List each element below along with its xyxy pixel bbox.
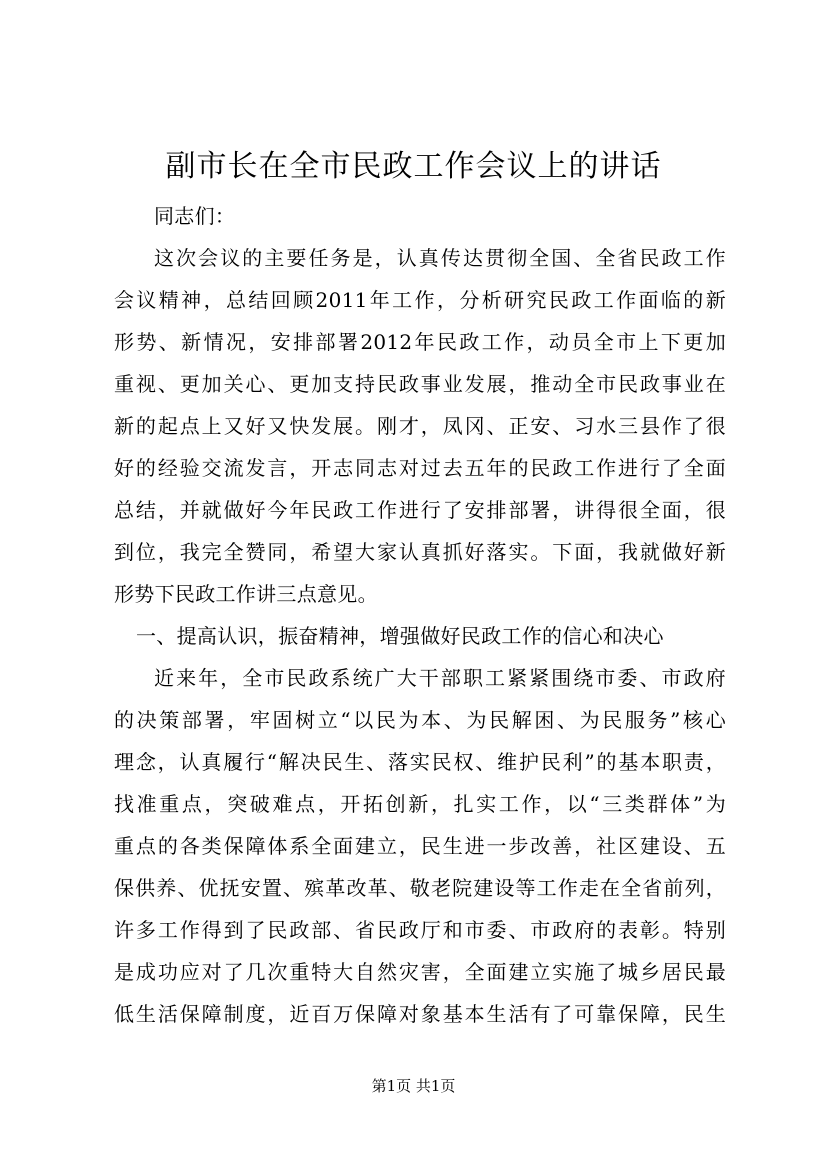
page-number-footer: 第1页 共1页 — [371, 1077, 456, 1095]
paragraph-line: 重点的各类保障体系全面建立，民生进一步改善，社区建设、五 — [114, 834, 726, 858]
paragraph-line: 的决策部署，牢固树立“以民为本、为民解困、为民服务”核心 — [114, 708, 726, 732]
paragraph-line: 这次会议的主要任务是，认真传达贯彻全国、全省民政工作 — [154, 246, 726, 270]
paragraph-line: 总结，并就做好今年民政工作进行了安排部署，讲得很全面，很 — [114, 498, 726, 522]
paragraph-line: 保供养、优抚安置、殡革改革、敬老院建设等工作走在全省前列， — [114, 876, 726, 900]
paragraph-line: 形势下民政工作讲三点意见。 — [114, 582, 378, 606]
document-title: 副市长在全市民政工作会议上的讲话 — [165, 149, 662, 184]
paragraph-line: 低生活保障制度，近百万保障对象基本生活有了可靠保障，民生 — [114, 1002, 726, 1026]
paragraph-line: 形势、新情况，安排部署2012年民政工作，动员全市上下更加 — [114, 330, 726, 354]
paragraph-line: 新的起点上又好又快发展。刚才，凤冈、正安、习水三县作了很 — [114, 414, 726, 438]
salutation: 同志们： — [154, 204, 236, 228]
paragraph-line: 找准重点，突破难点，开拓创新，扎实工作，以“三类群体”为 — [114, 792, 726, 816]
paragraph-line: 近来年，全市民政系统广大干部职工紧紧围绕市委、市政府 — [154, 666, 726, 690]
paragraph-line: 重视、更加关心、更加支持民政事业发展，推动全市民政事业在 — [114, 372, 726, 396]
paragraph-line: 会议精神，总结回顾2011年工作，分析研究民政工作面临的新 — [114, 288, 726, 312]
paragraph-line: 理念，认真履行“解决民生、落实民权、维护民利”的基本职责， — [114, 750, 726, 774]
section-heading: 一、提高认识，振奋精神，增强做好民政工作的信心和决心 — [136, 624, 664, 648]
paragraph-line: 到位，我完全赞同，希望大家认真抓好落实。下面，我就做好新 — [114, 540, 726, 564]
paragraph-line: 是成功应对了几次重特大自然灾害，全面建立实施了城乡居民最 — [114, 960, 726, 984]
paragraph-line: 好的经验交流发言，开志同志对过去五年的民政工作进行了全面 — [114, 456, 726, 480]
paragraph-line: 许多工作得到了民政部、省民政厅和市委、市政府的表彰。特别 — [114, 918, 726, 942]
